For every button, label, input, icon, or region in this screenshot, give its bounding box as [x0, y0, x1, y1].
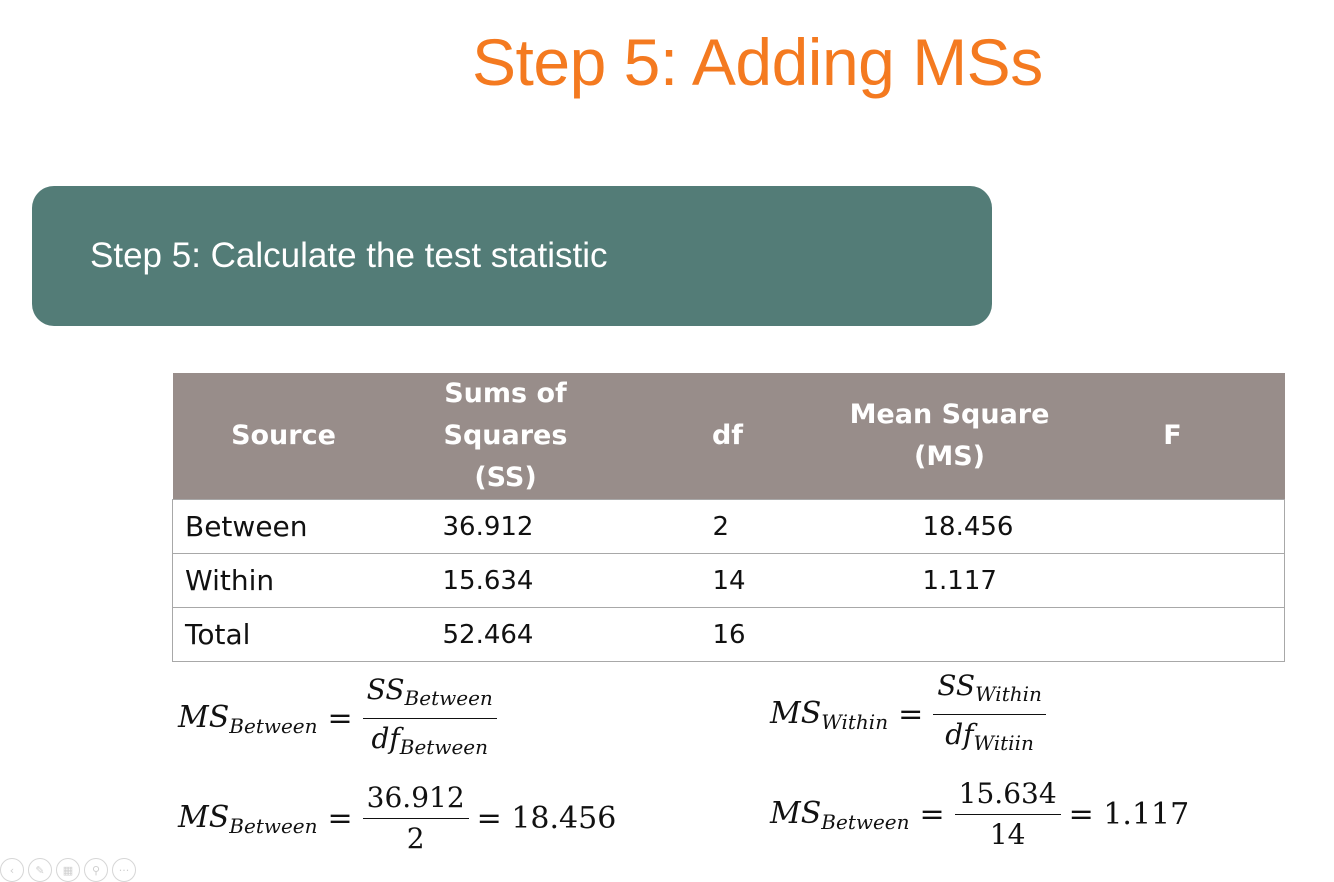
cell-source: Total [173, 608, 395, 662]
formula-fraction [933, 668, 1046, 761]
cell-f [1061, 554, 1285, 608]
header-ss [395, 373, 617, 500]
table-header-row [173, 373, 1285, 500]
step-banner [32, 186, 992, 326]
cell-df: 16 [617, 608, 839, 662]
slides-icon[interactable]: ▦ [56, 858, 80, 882]
denominator: 14 [989, 818, 1026, 851]
equals-sign: = [919, 797, 945, 832]
header-df: df [617, 373, 839, 500]
cell-f [1061, 500, 1285, 554]
calc-fraction [363, 780, 469, 857]
header-ss-label: Sums of Squares (SS) [443, 378, 568, 493]
cell-ss: 52.464 [395, 608, 617, 662]
denominator: $df_{Witiin}$ [945, 718, 1034, 755]
table-row [173, 554, 1285, 608]
equals-sign: = [898, 697, 924, 732]
calc-fraction [955, 776, 1061, 853]
header-source: Source [173, 373, 395, 500]
formula-fraction [363, 672, 497, 765]
cell-f [1061, 608, 1285, 662]
anova-table [172, 373, 1285, 662]
pen-icon[interactable]: ✎ [28, 858, 52, 882]
calc-result: = 1.117 [1068, 797, 1190, 832]
more-icon[interactable]: ··· [112, 858, 136, 882]
formula-lhs: $MS_{Between}$ [178, 799, 318, 838]
formula-lhs: $MS_{Within}$ [770, 695, 889, 734]
cell-df: 14 [617, 554, 839, 608]
previous-icon[interactable]: ‹ [0, 858, 24, 882]
header-ms [839, 373, 1061, 500]
calc-ms-within [770, 776, 1189, 853]
formula-lhs: $MS_{Between}$ [178, 699, 318, 738]
cell-df: 2 [617, 500, 839, 554]
cell-ms: 18.456 [839, 500, 1061, 554]
numerator: $SS_{Between}$ [366, 673, 493, 710]
formula-ms-between [178, 672, 497, 765]
slide-title: Step 5: Adding MSs [472, 25, 1043, 99]
cell-ss: 36.912 [395, 500, 617, 554]
header-f: F [1061, 373, 1285, 500]
header-ms-label: Mean Square (MS) [849, 399, 1050, 472]
numerator: 36.912 [366, 781, 465, 814]
calc-result: = 18.456 [476, 801, 617, 836]
cell-source: Within [173, 554, 395, 608]
equals-sign: = [327, 701, 353, 736]
numerator: 15.634 [958, 777, 1057, 810]
table-row [173, 608, 1285, 662]
denominator: $df_{Between}$ [371, 722, 488, 759]
formula-ms-within [770, 668, 1046, 761]
formula-lhs: $MS_{Between}$ [770, 795, 910, 834]
zoom-icon[interactable]: ⚲ [84, 858, 108, 882]
cell-source: Between [173, 500, 395, 554]
cell-ms: 1.117 [839, 554, 1061, 608]
calc-ms-between [178, 780, 616, 857]
equals-sign: = [327, 801, 353, 836]
banner-text: Step 5: Calculate the test statistic [90, 236, 608, 275]
cell-ss: 15.634 [395, 554, 617, 608]
numerator: $SS_{Within}$ [937, 669, 1042, 706]
denominator: 2 [406, 822, 425, 855]
cell-ms [839, 608, 1061, 662]
slideshow-toolbar [0, 858, 136, 882]
table-row [173, 500, 1285, 554]
